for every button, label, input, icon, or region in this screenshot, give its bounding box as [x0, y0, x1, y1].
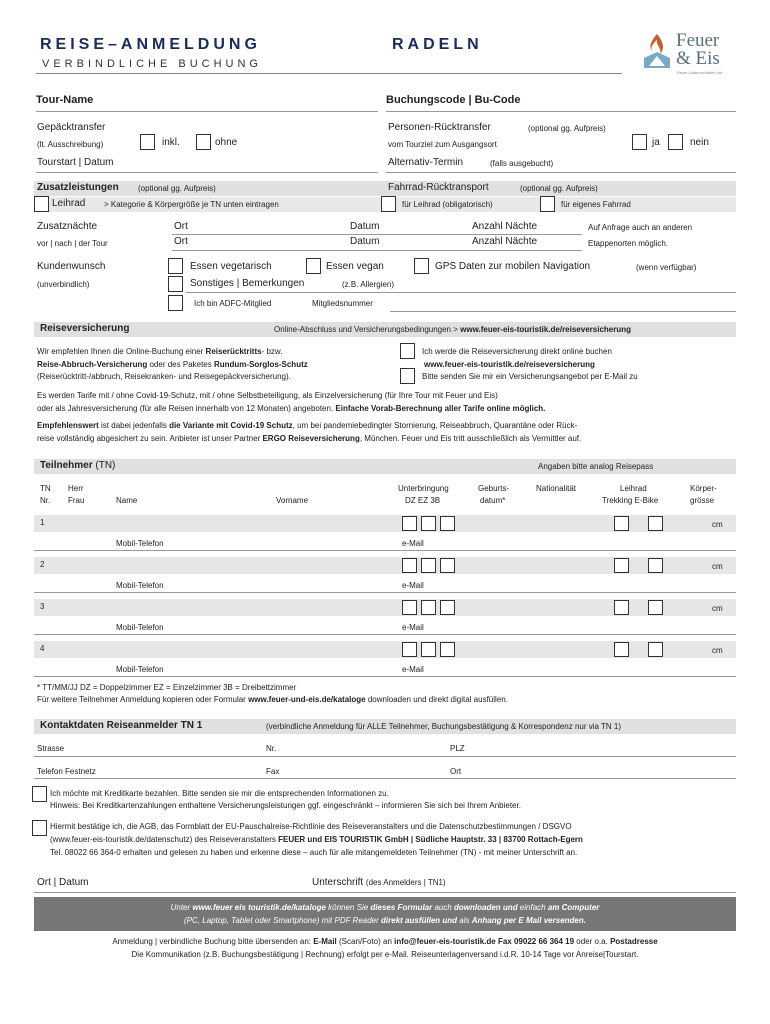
insurance-tariff-line2: oder als Jahresversicherung (für alle Reisen innerhalb von 12 Monaten) angeboten. Einfache Vorab-Berechnung aller Tarife online möglich.: [37, 404, 546, 413]
adfc-label: Ich bin ADFC-Mitglied: [194, 299, 272, 308]
street-label: Strasse: [37, 744, 65, 753]
agb-line1: Hiermit bestätige ich, die AGB, das Formblatt der EU-Pauschalreise-Richtlinie des Reiseveranstalters und die Datenschutzbestimmungen / DSGVO: [50, 822, 572, 831]
room-dz-checkbox[interactable]: [402, 516, 417, 531]
gps-label: GPS Daten zur mobilen Navigation: [435, 261, 591, 272]
extras-note: (optional gg. Aufpreis): [138, 184, 216, 193]
communication-line: Die Kommunikation (z.B. Buchungsbestätigung | Rechnung) erfolgt per e-Mail. Reiseunterlagenversand i.d.R. 10-14 Tage vor Anreise|Tourstart.: [131, 950, 639, 959]
bike-return-own-label: für eigenes Fahrrad: [561, 200, 631, 209]
bike-trekking-checkbox[interactable]: [614, 600, 629, 615]
col-unterbringung: Unterbringung: [398, 484, 449, 493]
room-3b-checkbox[interactable]: [440, 600, 455, 615]
room-ez-checkbox[interactable]: [421, 516, 436, 531]
col-datum: datum*: [480, 496, 506, 505]
col-koerper: Körper-: [690, 484, 717, 493]
room-dz-checkbox[interactable]: [402, 600, 417, 615]
credit-card-line2: Hinweis: Bei Kreditkartenzahlungen enthaltene Versicherungsleistungen ggf. eingeschränkt – informieren Sie sich bei Ihrem Anbieter.: [50, 801, 521, 810]
extra-nights-sub: vor | nach | der Tour: [37, 239, 108, 248]
room-3b-checkbox[interactable]: [440, 516, 455, 531]
vegetarian-label: Essen vegetarisch: [190, 261, 272, 272]
mobile-phone-label: Mobil-Telefon: [116, 623, 164, 632]
alternative-date-note: (falls ausgebucht): [490, 159, 554, 168]
col-name: Name: [116, 496, 138, 505]
return-transfer-nein-checkbox[interactable]: [668, 134, 683, 150]
address-row[interactable]: [34, 740, 736, 757]
luggage-label: Gepäcktransfer: [37, 122, 106, 133]
insurance-url[interactable]: www.feuer-eis-touristik.de/reiseversicherung: [460, 325, 631, 334]
luggage-inkl-checkbox[interactable]: [140, 134, 155, 150]
participant-row[interactable]: [34, 515, 736, 532]
email-label: e-Mail: [402, 665, 424, 674]
rental-bike-checkbox[interactable]: [34, 196, 49, 212]
col-geburts: Geburts-: [478, 484, 510, 493]
form-title: REISE–ANMELDUNG: [40, 36, 261, 53]
room-3b-checkbox[interactable]: [440, 642, 455, 657]
agb-line3: Tel. 08022 66 364-0 erhalten und gelesen zu haben und erkenne diese – auch für alle mitangemeldeten Teilnehmer (TN) - mit meiner Unterschrift an.: [50, 848, 578, 857]
insurance-offer-checkbox[interactable]: [400, 368, 415, 384]
nights-datum-2: Datum: [350, 236, 380, 247]
participant-row[interactable]: [34, 641, 736, 658]
nights-request-line2: Etappenorten möglich.: [588, 239, 669, 248]
bike-trekking-checkbox[interactable]: [614, 558, 629, 573]
nights-count-2: Anzahl Nächte: [472, 236, 538, 247]
extra-nights-label: Zusatznächte: [37, 221, 98, 232]
luggage-inkl-label: inkl.: [162, 137, 180, 148]
participants-note: Angaben bitte analog Reisepass: [538, 462, 654, 471]
participant-nr: 3: [40, 602, 45, 611]
participant-nr: 2: [40, 560, 45, 569]
return-transfer-note: (optional gg. Aufpreis): [528, 124, 606, 133]
luggage-ohne-label: ohne: [215, 137, 238, 148]
phone-label: Telefon Festnetz: [37, 767, 96, 776]
col-dz-ez-3b: DZ EZ 3B: [405, 496, 441, 505]
bike-return-note: (optional gg. Aufpreis): [520, 184, 598, 193]
participant-row[interactable]: [34, 599, 736, 616]
room-ez-checkbox[interactable]: [421, 642, 436, 657]
membership-number-label: Mitgliedsnummer: [312, 299, 373, 308]
return-transfer-ja-label: ja: [652, 137, 660, 148]
send-to-line: Anmeldung | verbindliche Buchung bitte übersenden an: E-Mail (Scan/Foto) an info@feuer-eis-touristik.de Fax 09022 66 364 19 oder o.a. Postadresse: [112, 937, 658, 946]
agb-line2: (www.feuer-eis-touristik.de/datenschutz) des Reiseveranstalters FEUER und EIS TOURISTIK GmbH | Südliche Hauptstr. 33 | 83700 Rottach-Egern: [50, 835, 583, 844]
col-tn: TN: [40, 484, 51, 493]
height-unit: cm: [712, 562, 723, 571]
contact-label: Kontaktdaten Reiseanmelder TN 1: [40, 720, 203, 731]
tour-name-label: Tour-Name: [36, 94, 94, 106]
house-number-label: Nr.: [266, 744, 277, 753]
insurance-tariff-line1: Es werden Tarife mit / ohne Covid-19-Schutz, mit / ohne Selbstbeteiligung, als Einzelversicherung (für Ihre Tour mit Feuer und Eis): [37, 391, 498, 400]
return-transfer-label: Personen-Rücktransfer: [388, 122, 491, 133]
bike-trekking-checkbox[interactable]: [614, 642, 629, 657]
height-unit: cm: [712, 646, 723, 655]
insurance-offer-option: Bitte senden Sie mir ein Versicherungsangebot per E-Mail zu: [422, 372, 638, 381]
col-herr: Herr: [68, 484, 84, 493]
logo-subline: Reise-Leidenschaften 1st: [677, 70, 723, 75]
city-label: Ort: [450, 767, 462, 776]
zip-label: PLZ: [450, 744, 465, 753]
other-checkbox[interactable]: [168, 276, 183, 292]
mobile-phone-label: Mobil-Telefon: [116, 539, 164, 548]
bike-ebike-checkbox[interactable]: [648, 558, 663, 573]
gps-note: (wenn verfügbar): [636, 263, 697, 272]
participant-nr: 4: [40, 644, 45, 653]
nights-ort-1: Ort: [174, 221, 188, 232]
other-note: (z.B. Allergien): [342, 280, 395, 289]
col-nationalitaet: Nationalität: [536, 484, 577, 493]
col-nr: Nr.: [40, 496, 51, 505]
col-vorname: Vorname: [276, 496, 309, 505]
extras-label: Zusatzleistungen: [37, 182, 119, 193]
col-groesse: grösse: [690, 496, 715, 505]
room-dz-checkbox[interactable]: [402, 642, 417, 657]
signature-label: Unterschrift (des Anmelders | TN1): [312, 877, 446, 888]
alternative-date-label: Alternativ-Termin: [388, 157, 464, 168]
more-participants-note: Für weitere Teilnehmer Anmeldung kopieren oder Formular www.feuer-und-eis.de/kataloge downloaden und direkt digital ausfüllen.: [37, 695, 508, 704]
insurance-p3: (Reiserücktritt-/abbruch, Reisekranken- und Reisegepäckversicherung).: [37, 372, 291, 381]
form-subtitle: VERBINDLICHE BUCHUNG: [42, 58, 262, 70]
agb-checkbox[interactable]: [32, 820, 47, 836]
height-unit: cm: [712, 604, 723, 613]
mobile-phone-label: Mobil-Telefon: [116, 665, 164, 674]
vegetarian-checkbox[interactable]: [168, 258, 183, 274]
room-3b-checkbox[interactable]: [440, 558, 455, 573]
legend: * TT/MM/JJ DZ = Doppelzimmer EZ = Einzelzimmer 3B = Dreibettzimmer: [37, 683, 297, 692]
insurance-p2: Reise-Abbruch-Versicherung oder des Paketes Rundum-Sorglos-Schutz: [37, 360, 308, 369]
download-line1: Unter www.feuer eis touristik.de/kataloge können Sie dieses Formular auch downloaden und einfach am Computer: [170, 903, 600, 912]
bike-return-rental-checkbox[interactable]: [381, 196, 396, 212]
rental-bike-note: > Kategorie & Körpergröße je TN unten eintragen: [104, 200, 279, 209]
room-ez-checkbox[interactable]: [421, 558, 436, 573]
bike-ebike-checkbox[interactable]: [648, 642, 663, 657]
insurance-recommend-line1: Empfehlenswert ist dabei jedenfalls die Variante mit Covid-19 Schutz, um bei pandemiebedingter Stornierung, Reiseabbruch, Quarantäne oder Rück-: [37, 421, 578, 430]
insurance-online-checkbox[interactable]: [400, 343, 415, 359]
rental-bike-label: Leihrad: [52, 198, 86, 209]
logo-line2: & Eis: [676, 48, 720, 69]
nights-request-line1: Auf Anfrage auch an anderen: [588, 223, 693, 232]
logo-line1: Feuer: [676, 30, 720, 51]
email-label: e-Mail: [402, 581, 424, 590]
customer-wish-label: Kundenwunsch: [37, 261, 106, 272]
height-unit: cm: [712, 520, 723, 529]
insurance-p1: Wir empfehlen Ihnen die Online-Buchung einer Reiserücktritts- bzw.: [37, 347, 283, 356]
nights-ort-2: Ort: [174, 236, 188, 247]
insurance-label: Reiseversicherung: [40, 323, 130, 334]
bike-trekking-checkbox[interactable]: [614, 516, 629, 531]
participant-row[interactable]: [34, 557, 736, 574]
place-date-label: Ort | Datum: [37, 877, 89, 888]
phone-row[interactable]: [34, 762, 736, 779]
form-title-category: RADELN: [392, 36, 483, 53]
credit-card-line1: Ich möchte mit Kreditkarte bezahlen. Bitte senden sie mir die entsprechenden Informationen zu.: [50, 789, 389, 798]
bike-return-label: Fahrrad-Rücktransport: [388, 182, 489, 193]
luggage-ohne-checkbox[interactable]: [196, 134, 211, 150]
bike-ebike-checkbox[interactable]: [648, 516, 663, 531]
email-label: e-Mail: [402, 623, 424, 632]
customer-wish-sub: (unverbindlich): [37, 280, 90, 289]
insurance-online-url[interactable]: www.feuer-eis-touristik.de/reiseversicherung: [424, 360, 595, 369]
credit-card-checkbox[interactable]: [32, 786, 47, 802]
nights-count-1: Anzahl Nächte: [472, 221, 538, 232]
bike-ebike-checkbox[interactable]: [648, 600, 663, 615]
nights-datum-1: Datum: [350, 221, 380, 232]
room-ez-checkbox[interactable]: [421, 600, 436, 615]
col-leihrad: Leihrad: [620, 484, 647, 493]
logo-icon: [640, 32, 674, 72]
room-dz-checkbox[interactable]: [402, 558, 417, 573]
insurance-online-text: Online-Abschluss und Versicherungsbedingungen > www.feuer-eis-touristik.de/reiseversicherung: [274, 325, 631, 334]
mobile-phone-label: Mobil-Telefon: [116, 581, 164, 590]
adfc-checkbox[interactable]: [168, 295, 183, 311]
fax-label: Fax: [266, 767, 280, 776]
col-trekking-ebike: Trekking E-Bike: [602, 496, 659, 505]
insurance-recommend-line2: reise vollständig abgesichert zu sein. Anbieter ist unser Partner ERGO Reiseversicherung, München. Feuer und Eis tritt ausschließlich als Vermittler auf.: [37, 434, 582, 443]
bike-return-rental-label: für Leihrad (obligatorisch): [402, 200, 493, 209]
vegan-label: Essen vegan: [326, 261, 384, 272]
download-line2: (PC, Laptop, Tablet oder Smartphone) mit PDF Reader direkt ausfüllen und als Anhang per E Mail versenden.: [184, 916, 586, 925]
col-frau: Frau: [68, 496, 85, 505]
luggage-note: (lt. Ausschreibung): [37, 140, 104, 149]
tourstart-label: Tourstart | Datum: [37, 157, 114, 168]
return-transfer-ja-checkbox[interactable]: [632, 134, 647, 150]
booking-code-label: Buchungscode | Bu-Code: [386, 94, 521, 106]
bike-return-own-checkbox[interactable]: [540, 196, 555, 212]
contact-note: (verbindliche Anmeldung für ALLE Teilnehmer, Buchungsbestätigung & Korrespondenz nur via TN 1): [266, 722, 622, 731]
insurance-online-option: Ich werde die Reiseversicherung direkt online buchen: [422, 347, 612, 356]
participants-label: Teilnehmer (TN): [40, 460, 116, 471]
gps-checkbox[interactable]: [414, 258, 429, 274]
participant-nr: 1: [40, 518, 45, 527]
logo: [640, 30, 740, 78]
vegan-checkbox[interactable]: [306, 258, 321, 274]
return-transfer-nein-label: nein: [690, 137, 709, 148]
header-rule: [36, 73, 622, 74]
other-label: Sonstiges | Bemerkungen: [190, 278, 305, 289]
email-label: e-Mail: [402, 539, 424, 548]
return-transfer-sub: vom Tourziel zum Ausgangsort: [388, 140, 497, 149]
